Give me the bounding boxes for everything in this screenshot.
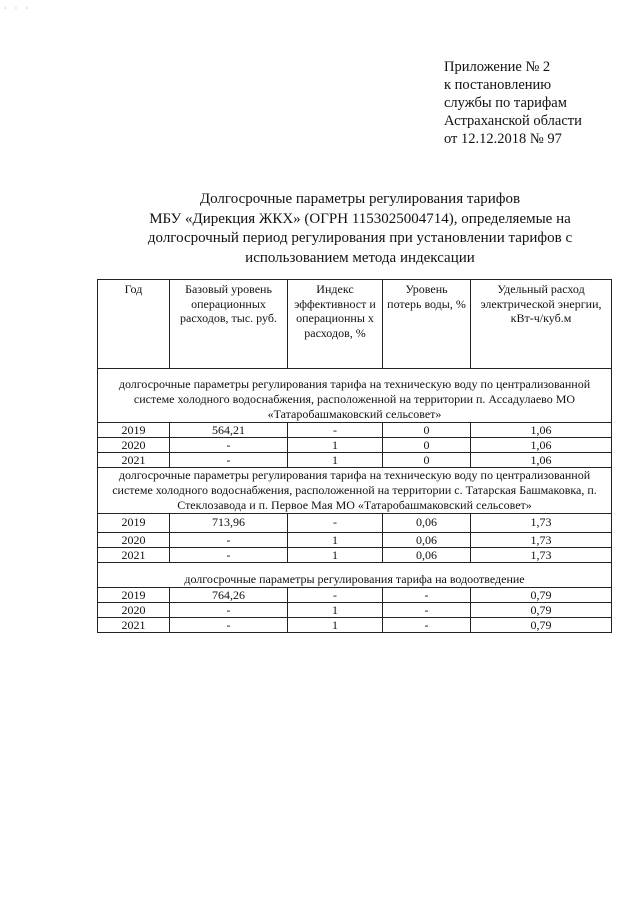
cell-water-loss: - <box>383 618 471 633</box>
section-row <box>98 468 612 514</box>
cell-efficiency-index: 1 <box>288 533 383 548</box>
cell-water-loss: 0,06 <box>383 533 471 548</box>
section-title: долгосрочные параметры регулирования тарифа на водоотведение <box>98 563 612 588</box>
cell-year: 2021 <box>98 548 170 563</box>
cell-year: 2019 <box>98 514 170 533</box>
title-line: долгосрочный период регулирования при установлении тарифов с <box>147 230 573 246</box>
cell-water-loss: 0 <box>383 453 471 468</box>
section-row <box>98 563 612 588</box>
appendix-note <box>444 58 582 148</box>
table-row <box>98 453 612 468</box>
cell-energy-consumption: 1,73 <box>471 514 612 533</box>
cell-base-costs: 713,96 <box>170 514 288 533</box>
table-row <box>98 514 612 533</box>
table-header-row <box>98 280 612 369</box>
table-row <box>98 603 612 618</box>
cell-base-costs: 564,21 <box>170 423 288 438</box>
cell-efficiency-index: - <box>288 514 383 533</box>
parameters-table <box>97 279 612 633</box>
cell-water-loss: - <box>383 603 471 618</box>
cell-efficiency-index: 1 <box>288 438 383 453</box>
appendix-line: Приложение № 2 <box>444 59 551 75</box>
cell-water-loss: 0,06 <box>383 548 471 563</box>
table-row <box>98 533 612 548</box>
cell-water-loss: 0,06 <box>383 514 471 533</box>
cell-energy-consumption: 1,73 <box>471 548 612 563</box>
cell-year: 2020 <box>98 438 170 453</box>
cell-base-costs: - <box>170 453 288 468</box>
cell-year: 2021 <box>98 618 170 633</box>
cell-efficiency-index: 1 <box>288 453 383 468</box>
cell-efficiency-index: 1 <box>288 603 383 618</box>
appendix-line: Астраханской области <box>444 113 582 129</box>
cell-water-loss: - <box>383 588 471 603</box>
cell-energy-consumption: 1,06 <box>471 453 612 468</box>
scan-speck: · · · <box>4 4 31 13</box>
cell-base-costs: 764,26 <box>170 588 288 603</box>
title-line: использованием метода индексации <box>245 249 475 266</box>
cell-year: 2019 <box>98 588 170 603</box>
cell-base-costs: - <box>170 548 288 563</box>
cell-energy-consumption: 0,79 <box>471 603 612 618</box>
cell-efficiency-index: - <box>288 588 383 603</box>
table-row <box>98 588 612 603</box>
appendix-line: к постановлению <box>444 77 552 93</box>
table-row <box>98 438 612 453</box>
section-title: долгосрочные параметры регулирования тарифа на техническую воду по централизованной системе холодного водоснабжения, расположенной на территории с. Татарская Башмаковка, п. Стеклозавода и п. Первое Мая МО «Татаробашмаковский сельсовет» <box>98 468 612 514</box>
table-row <box>98 423 612 438</box>
cell-water-loss: 0 <box>383 423 471 438</box>
cell-energy-consumption: 1,06 <box>471 423 612 438</box>
section-row <box>98 369 612 423</box>
cell-water-loss: 0 <box>383 438 471 453</box>
cell-efficiency-index: - <box>288 423 383 438</box>
cell-year: 2019 <box>98 423 170 438</box>
cell-efficiency-index: 1 <box>288 618 383 633</box>
header-efficiency-index: Индекс эффективност и операционны х расходов, % <box>288 280 383 369</box>
table-row <box>98 618 612 633</box>
title-line: Долгосрочные параметры регулирования тарифов <box>199 191 521 207</box>
cell-base-costs: - <box>170 533 288 548</box>
title-line: МБУ «Дирекция ЖКХ» (ОГРН 1153025004714), определяемые на <box>149 210 571 227</box>
header-energy-consumption: Удельный расход электрической энергии, кВт-ч/куб.м <box>471 280 612 369</box>
cell-base-costs: - <box>170 438 288 453</box>
cell-base-costs: - <box>170 618 288 633</box>
appendix-line: службы по тарифам <box>444 95 567 111</box>
section-title: долгосрочные параметры регулирования тарифа на техническую воду по централизованной системе холодного водоснабжения, расположенной на территории п. Ассадулаево МО «Татаробашмаковский сельсовет» <box>98 369 612 423</box>
cell-base-costs: - <box>170 603 288 618</box>
header-water-loss: Уровень потерь воды, % <box>383 280 471 369</box>
header-base-costs: Базовый уровень операционных расходов, тыс. руб. <box>170 280 288 369</box>
cell-energy-consumption: 0,79 <box>471 618 612 633</box>
cell-energy-consumption: 0,79 <box>471 588 612 603</box>
document-title <box>100 190 620 268</box>
table-row <box>98 548 612 563</box>
cell-year: 2020 <box>98 603 170 618</box>
cell-energy-consumption: 1,73 <box>471 533 612 548</box>
cell-year: 2020 <box>98 533 170 548</box>
appendix-line: от 12.12.2018 № 97 <box>444 131 562 147</box>
cell-efficiency-index: 1 <box>288 548 383 563</box>
cell-year: 2021 <box>98 453 170 468</box>
header-year: Год <box>98 280 170 369</box>
cell-energy-consumption: 1,06 <box>471 438 612 453</box>
